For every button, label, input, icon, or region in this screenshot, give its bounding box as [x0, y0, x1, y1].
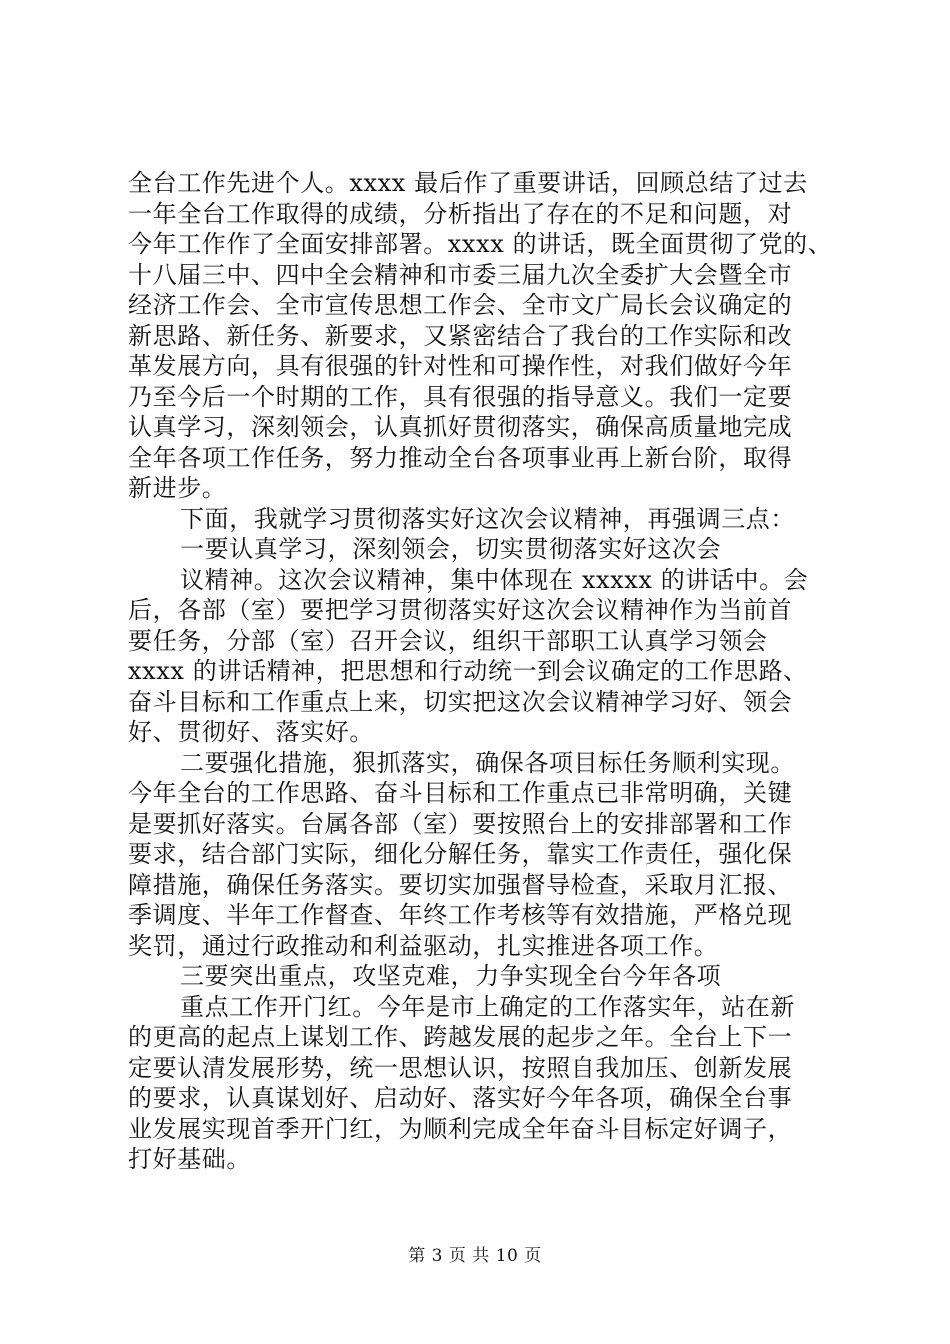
body-text [128, 168, 838, 1175]
text-line: 季调度、半年工作督查、年终工作考核等有效措施，严格兑现 [128, 901, 793, 929]
text-line: 全年各项工作任务，努力推动全台各项事业再上新台阶，取得 [128, 443, 793, 472]
text-line: 的要求，认真谋划好、启动好、落实好今年各项，确保全台事 [128, 1084, 793, 1112]
text-line: 要求，结合部门实际，细化分解任务，靠实工作责任，强化保 [128, 840, 793, 868]
text-line: 定要认清发展形势，统一思想认识，按照自我加压、创新发展 [128, 1053, 793, 1082]
text-line: 新思路、新任务、新要求，又紧密结合了我台的工作实际和改 [128, 321, 793, 350]
text-line: 障措施，确保任务落实。要切实加强督导检查，采取月汇报、 [128, 870, 793, 899]
text-line: 后，各部（室）要把学习贯彻落实好这次会议精神作为当前首 [128, 596, 793, 624]
text-line: 二要强化措施，狠抓落实，确保各项目标任务顺利实现。 [180, 748, 795, 777]
text-line: 今年全台的工作思路、奋斗目标和工作重点已非常明确，关键 [128, 779, 793, 807]
text-line: 议精神。这次会议精神，集中体现在 xxxxx 的讲话中。会 [180, 565, 809, 594]
text-line: 今年工作作了全面安排部署。xxxx 的讲话，既全面贯彻了党的、 [128, 230, 833, 258]
text-line: 的更高的起点上谋划工作、跨越发展的起步之年。全台上下一 [128, 1023, 793, 1051]
text-line: 要任务，分部（室）召开会议，组织干部职工认真学习领会 [128, 626, 768, 655]
text-line: 十八届三中、四中全会精神和市委三届九次全委扩大会暨全市 [128, 260, 793, 289]
text-line: 是要抓好落实。台属各部（室）要按照台上的安排部署和工作 [128, 809, 793, 838]
text-line: 奋斗目标和工作重点上来，切实把这次会议精神学习好、领会 [128, 687, 793, 716]
text-line: 一年全台工作取得的成绩，分析指出了存在的不足和问题，对 [128, 199, 793, 228]
text-line: 经济工作会、全市宣传思想工作会、全市文广局长会议确定的 [128, 291, 793, 319]
text-line: 革发展方向，具有很强的针对性和可操作性，对我们做好今年 [128, 352, 793, 380]
page-number-footer: 第 3 页 共 10 页 [408, 1246, 542, 1266]
text-line: 全台工作先进个人。xxxx 最后作了重要讲话，回顾总结了过去 [128, 169, 808, 197]
text-line: 认真学习，深刻领会，认真抓好贯彻落实，确保高质量地完成 [128, 413, 793, 441]
text-line: xxxx 的讲话精神，把思想和行动统一到会议确定的工作思路、 [128, 657, 808, 685]
text-line: 一要认真学习，深刻领会，切实贯彻落实好这次会 [180, 535, 722, 563]
text-line: 打好基础。 [128, 1145, 251, 1173]
text-line: 好、贯彻好、落实好。 [128, 718, 374, 746]
text-line: 奖罚，通过行政推动和利益驱动，扎实推进各项工作。 [128, 931, 719, 960]
text-line: 三要突出重点，攻坚克难，力争实现全台今年各项 [180, 962, 722, 990]
text-line: 重点工作开门红。今年是市上确定的工作落实年，站在新 [180, 992, 795, 1021]
text-line: 业发展实现首季开门红，为顺利完成全年奋斗目标定好调子， [128, 1114, 793, 1143]
text-line: 下面，我就学习贯彻落实好这次会议精神，再强调三点： [180, 504, 795, 533]
text-line: 乃至今后一个时期的工作，具有很强的指导意义。我们一定要 [128, 382, 793, 411]
text-line: 新进步。 [128, 474, 227, 502]
